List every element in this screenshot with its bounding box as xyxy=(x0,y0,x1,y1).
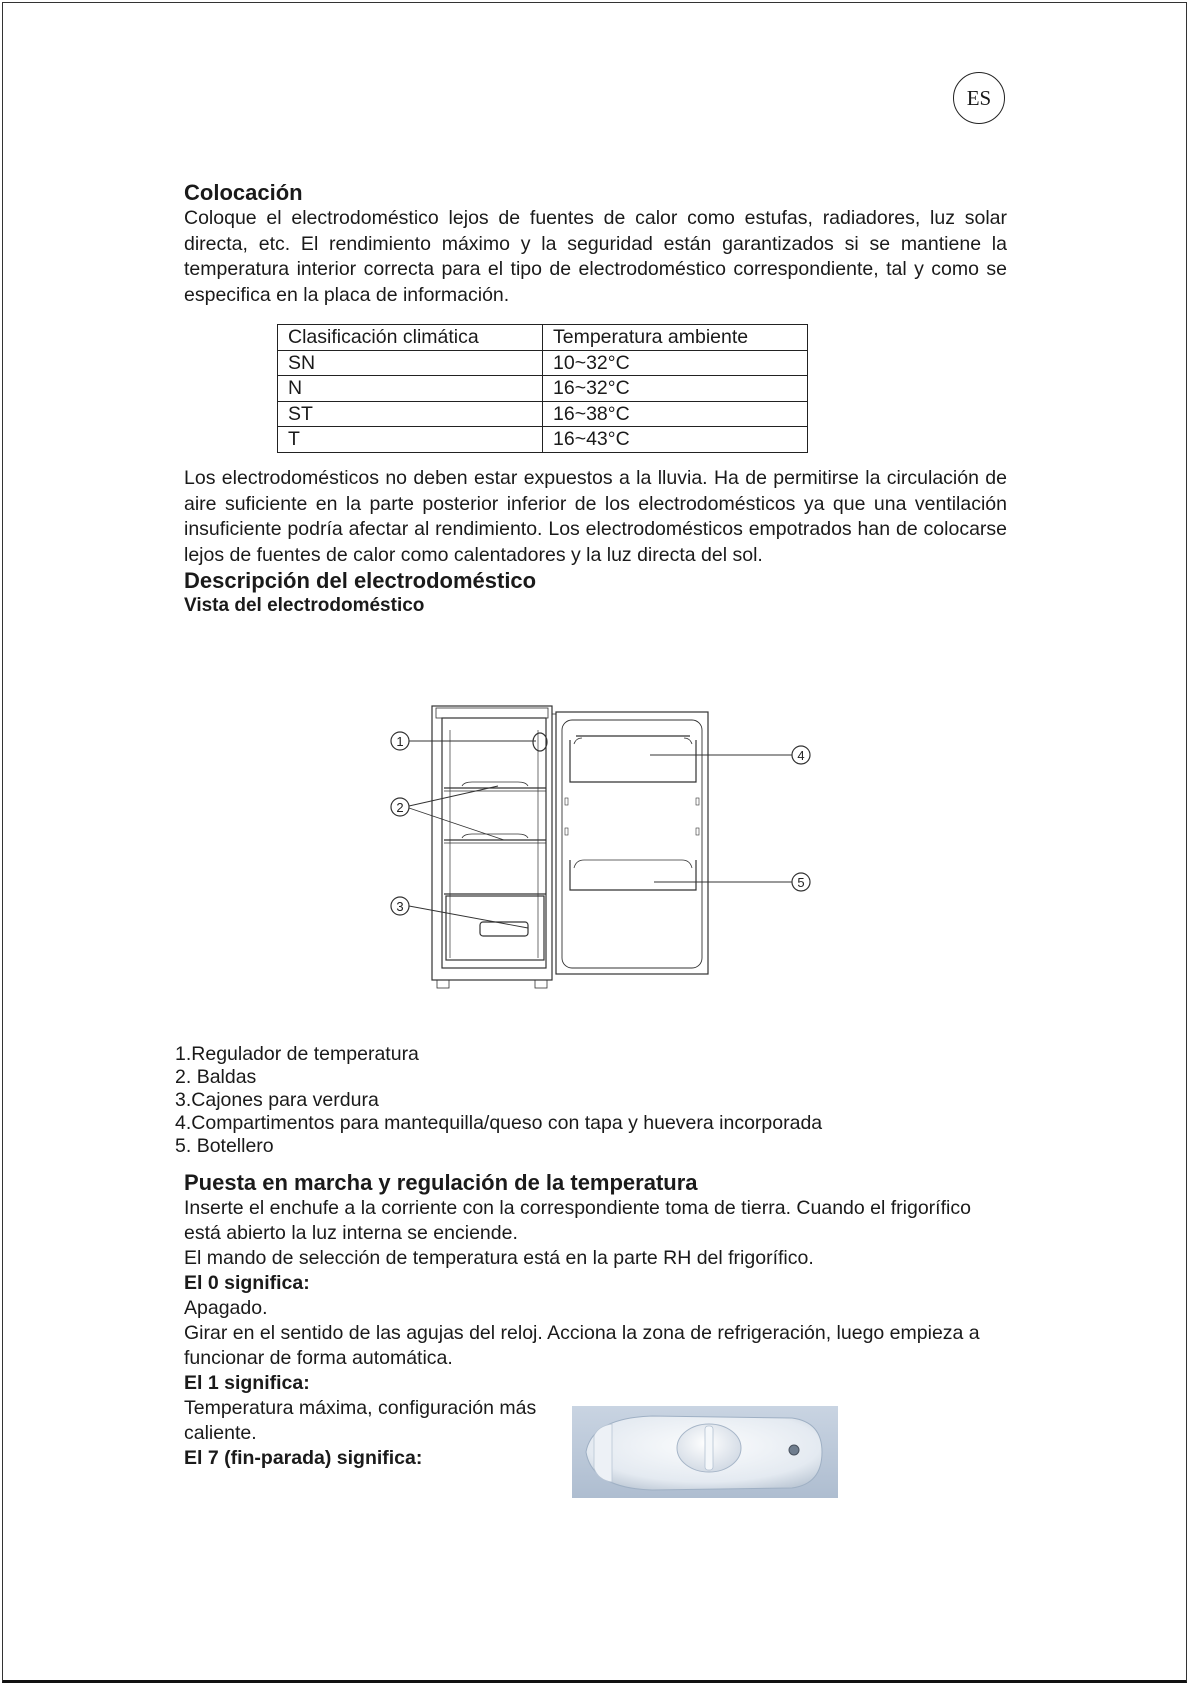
section-title-descripcion: Descripción del electrodoméstico xyxy=(184,568,537,593)
parts-list xyxy=(175,1043,822,1158)
table-cell: 10~32°C xyxy=(543,350,808,376)
door-liner xyxy=(562,720,702,968)
list-item: 5. Botellero xyxy=(175,1135,274,1157)
table-row xyxy=(278,376,808,402)
list-item: 3.Cajones para verdura xyxy=(175,1089,379,1111)
light-switch-icon xyxy=(789,1445,799,1455)
setting-1-heading: El 1 significa: xyxy=(184,1372,310,1394)
table-cell: SN xyxy=(278,350,543,376)
colocacion-paragraph-2: Los electrodomésticos no deben estar expuestos a la lluvia. Ha de permitirse la circulación de aire suficiente en la parte posterior inferior de los electrodomésticos ya que una ventilación insuficiente podría afectar al rendimiento. Los electrodomésticos empotrados han de colocarse lejos de fuentes de calor como calentadores y la luz directa del sol. xyxy=(184,467,1007,566)
table-cell: 16~32°C xyxy=(543,376,808,402)
butter-compartment xyxy=(570,740,696,782)
puesta-line-1: Inserte el enchufe a la corriente con la correspondiente toma de tierra. Cuando el frigorífico está abierto la luz interna se enciende. xyxy=(184,1197,971,1244)
list-item: 1.Regulador de temperatura xyxy=(175,1043,419,1065)
climate-class-table xyxy=(277,324,808,453)
puesta-line-2: El mando de selección de temperatura está en la parte RH del frigorífico. xyxy=(184,1247,814,1269)
setting-1-text: Temperatura máxima, configuración más caliente. xyxy=(184,1397,537,1444)
setting-7-heading: El 7 (fin-parada) significa: xyxy=(184,1447,423,1469)
table-header-row xyxy=(278,325,808,351)
table-cell: 16~43°C xyxy=(543,427,808,453)
table-row xyxy=(278,427,808,453)
bottle-rack xyxy=(570,860,696,890)
colocacion-paragraph-1: Coloque el electrodoméstico lejos de fuentes de calor como estufas, radiadores, luz solar directa, etc. El rendimiento máximo y la seguridad están garantizados si se mantiene la temperatura interior correcta para el tipo de electrodoméstico correspondiente, tal y como se especifica en la placa de información. xyxy=(184,207,1007,306)
door-outline xyxy=(556,712,708,974)
appliance-diagram xyxy=(380,700,830,1000)
section-title-puesta: Puesta en marcha y regulación de la temperatura xyxy=(184,1170,698,1195)
thermostat-photo xyxy=(572,1406,838,1498)
crisper-drawer xyxy=(446,896,544,960)
setting-0-heading: El 0 significa: xyxy=(184,1272,310,1294)
callout-label: 1 xyxy=(396,734,404,749)
callout-label: 4 xyxy=(797,748,805,763)
table-cell: ST xyxy=(278,401,543,427)
section-title-colocacion: Colocación xyxy=(184,180,303,205)
setting-0-text: Apagado. xyxy=(184,1297,268,1319)
subtitle-vista: Vista del electrodoméstico xyxy=(184,595,425,616)
callout-label: 2 xyxy=(396,800,404,815)
table-cell: 16~38°C xyxy=(543,401,808,427)
table-header-cell: Temperatura ambiente xyxy=(543,325,808,351)
table-header-cell: Clasificación climática xyxy=(278,325,543,351)
list-item: 4.Compartimentos para mantequilla/queso con tapa y huevera incorporada xyxy=(175,1112,823,1134)
table-cell: T xyxy=(278,427,543,453)
drawer-handle xyxy=(480,922,528,936)
callout-label: 5 xyxy=(797,875,805,890)
table-row xyxy=(278,401,808,427)
temperature-regulator xyxy=(533,733,547,751)
section-colocacion xyxy=(184,180,1007,308)
section-colocacion-cont xyxy=(184,466,1007,618)
table-row xyxy=(278,350,808,376)
list-item: 2. Baldas xyxy=(175,1066,257,1088)
table-cell: N xyxy=(278,376,543,402)
language-badge: ES xyxy=(953,72,1005,124)
setting-0-rotate-text: Girar en el sentido de las agujas del reloj. Acciona la zona de refrigeración, luego empieza a funcionar de forma automática. xyxy=(184,1322,980,1369)
callout-label: 3 xyxy=(396,899,404,914)
